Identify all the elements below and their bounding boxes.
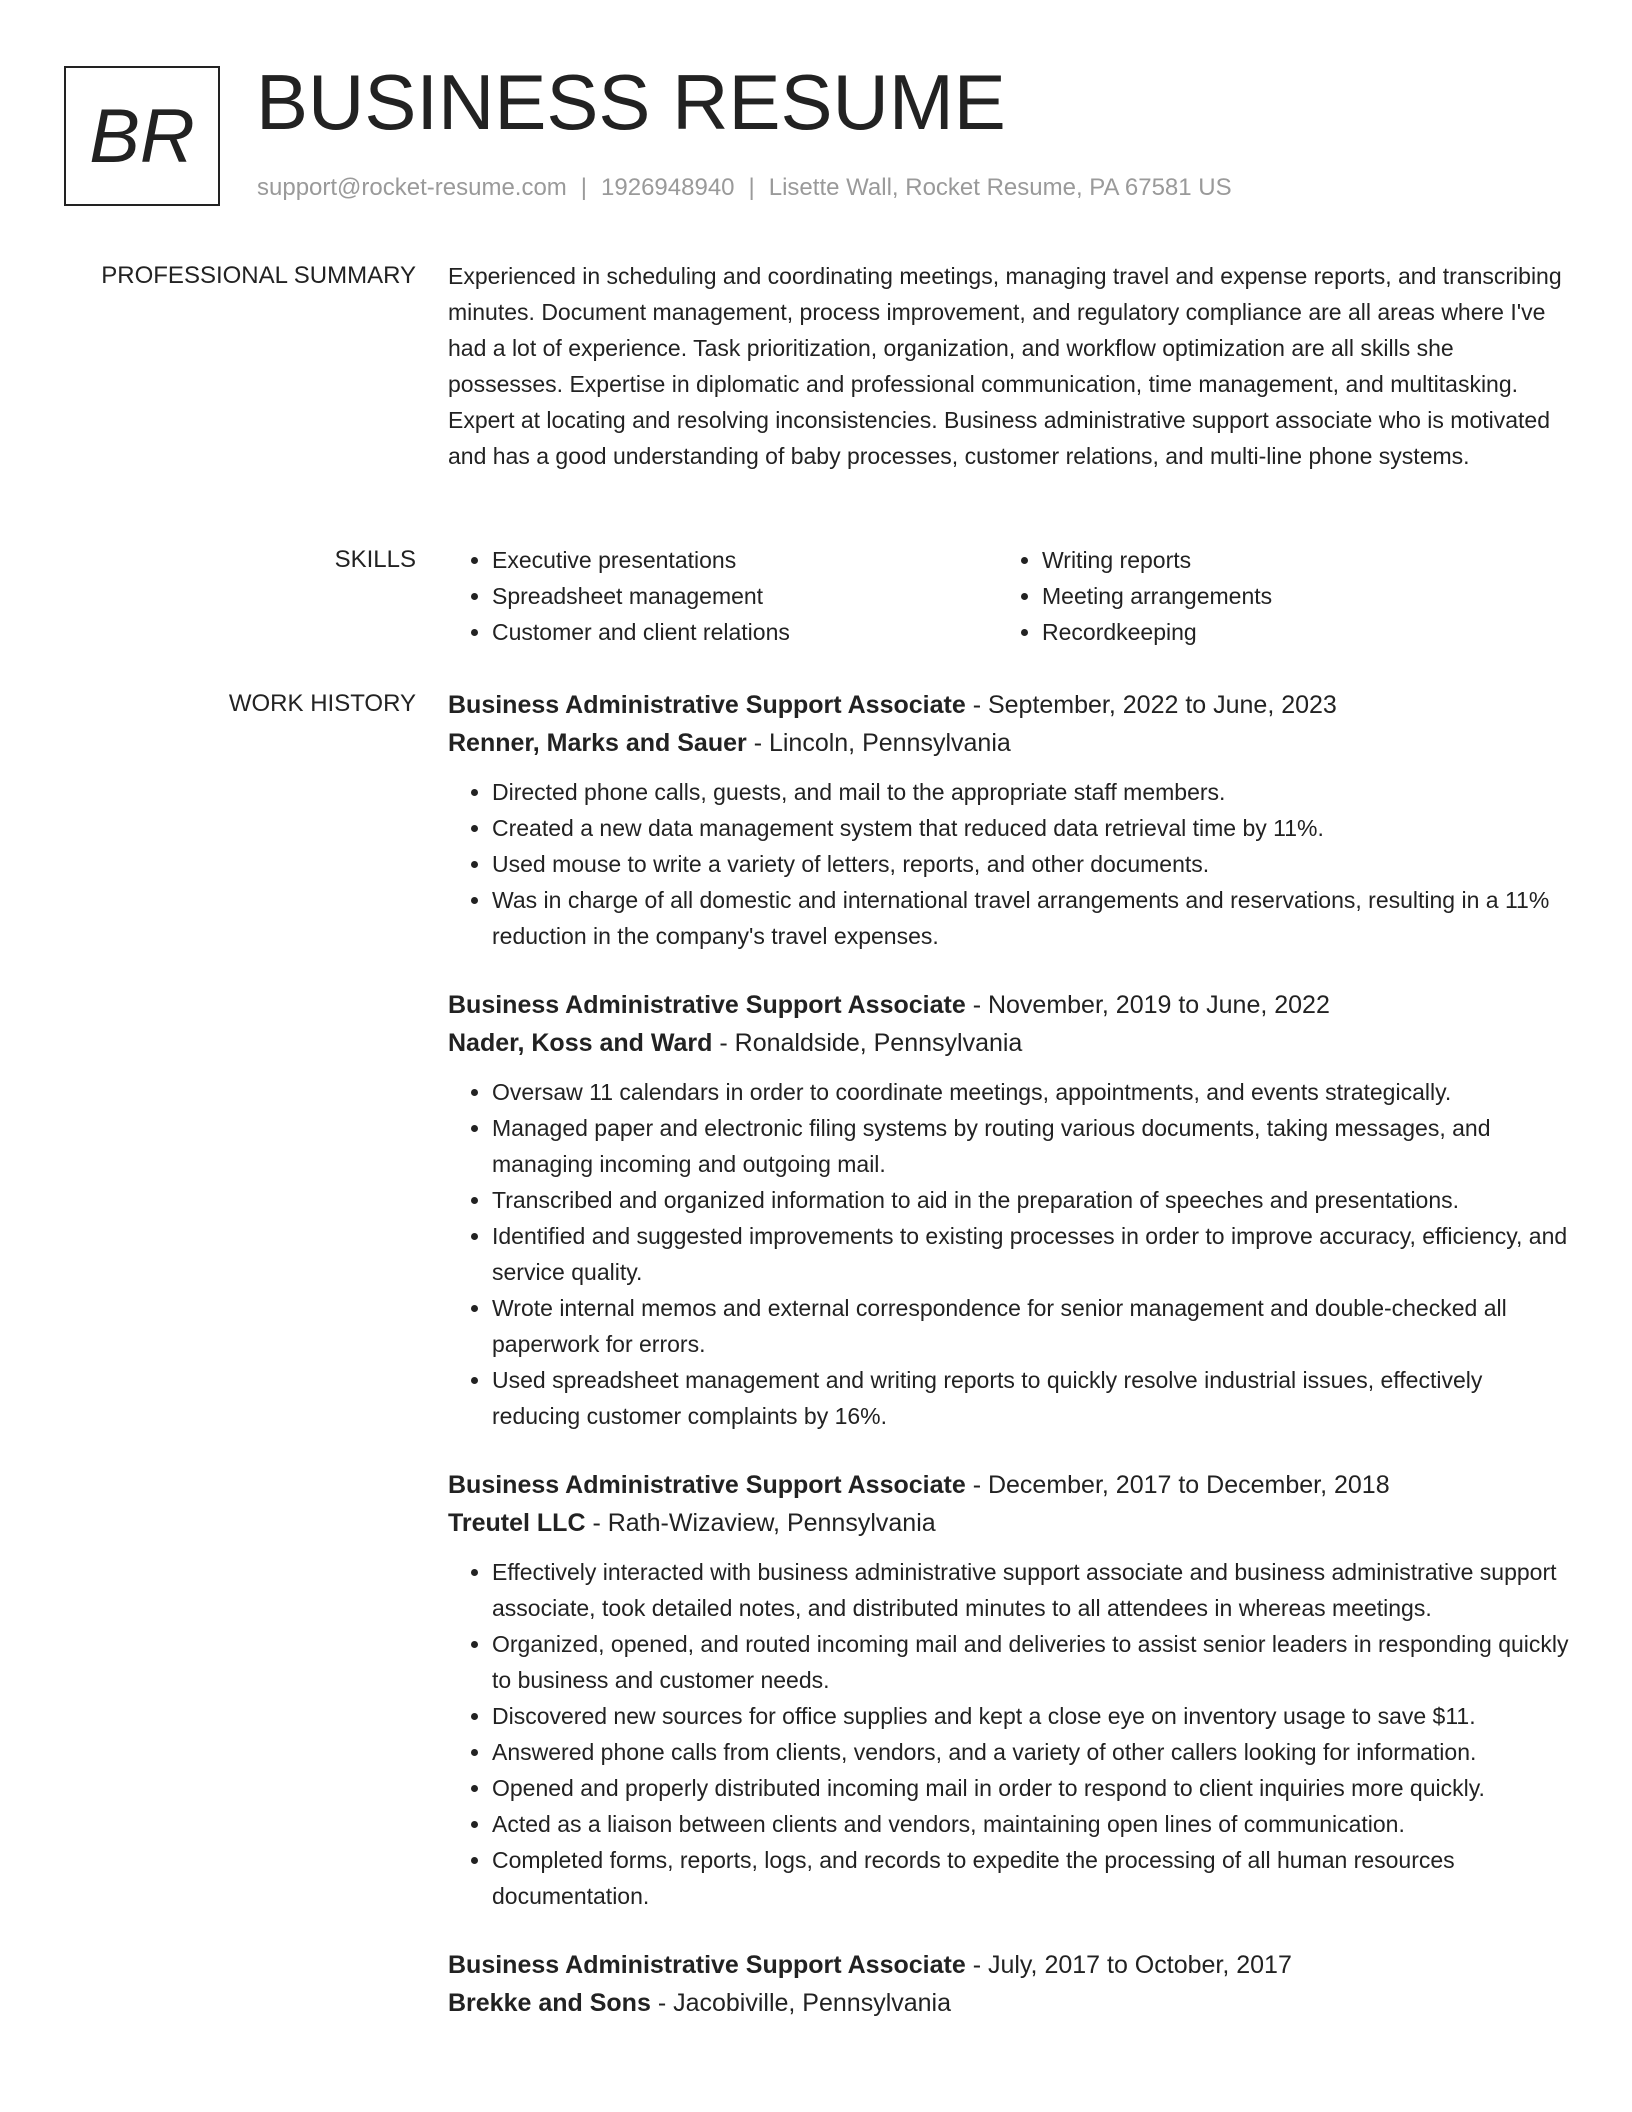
job-bullet: • Identified and suggested improvements to existing processes in order to improve accuracy, efficiency, and service quality.: [492, 1218, 1570, 1290]
job-company-line: [448, 1024, 1570, 1062]
job-bullet: • Used spreadsheet management and writing reports to quickly resolve industrial issues, effectively reducing customer complaints by 16%.: [492, 1362, 1570, 1434]
job-dates: - November, 2019 to June, 2022: [972, 991, 1330, 1019]
job-bullet: • Used mouse to write a variety of letters, reports, and other documents.: [492, 846, 1570, 882]
job-title-line: [448, 1466, 1570, 1504]
job-company: Treutel LLC: [448, 1509, 586, 1537]
monogram: BR: [64, 66, 220, 206]
skills-label: SKILLS: [334, 546, 416, 573]
skill-item: • Meeting arrangements: [1042, 578, 1548, 614]
job-title: Business Administrative Support Associate: [448, 1471, 966, 1499]
contact-email: support@rocket-resume.com: [257, 174, 567, 201]
skill-item: • Customer and client relations: [492, 614, 998, 650]
job-bullets: [448, 1074, 1570, 1434]
job-title: Business Administrative Support Associate: [448, 991, 966, 1019]
job-location: - Rath-Wizaview, Pennsylvania: [592, 1509, 936, 1537]
job-location: - Lincoln, Pennsylvania: [753, 729, 1011, 757]
job-entry: [448, 686, 1570, 954]
job-bullet: • Opened and properly distributed incoming mail in order to respond to client inquiries more quickly.: [492, 1770, 1570, 1806]
job-bullet: • Directed phone calls, guests, and mail to the appropriate staff members.: [492, 774, 1570, 810]
job-title-line: [448, 986, 1570, 1024]
job-company: Renner, Marks and Sauer: [448, 729, 747, 757]
job-bullet: • Managed paper and electronic filing systems by routing various documents, taking messages, and managing incoming and outgoing mail.: [492, 1110, 1570, 1182]
job-bullet: • Oversaw 11 calendars in order to coordinate meetings, appointments, and events strategically.: [492, 1074, 1570, 1110]
job-title-line: [448, 686, 1570, 724]
job-dates: - July, 2017 to October, 2017: [972, 1951, 1292, 1979]
job-list: [448, 686, 1570, 2054]
job-entry: [448, 1946, 1570, 2022]
skills-column-1: [448, 542, 998, 650]
job-title: Business Administrative Support Associate: [448, 1951, 966, 1979]
job-bullet: • Created a new data management system that reduced data retrieval time by 11%.: [492, 810, 1570, 846]
job-entry: [448, 986, 1570, 1434]
contact-separator: |: [580, 174, 588, 201]
job-bullet: • Discovered new sources for office supplies and kept a close eye on inventory usage to save $11.: [492, 1698, 1570, 1734]
job-location: - Ronaldside, Pennsylvania: [719, 1029, 1023, 1057]
job-company: Brekke and Sons: [448, 1989, 651, 2017]
job-company-line: [448, 1984, 1570, 2022]
skills-column-2: [998, 542, 1548, 650]
job-entry: [448, 1466, 1570, 1914]
job-bullet: • Transcribed and organized information to aid in the preparation of speeches and presentations.: [492, 1182, 1570, 1218]
skill-item: • Recordkeeping: [1042, 614, 1548, 650]
resume-title: BUSINESS RESUME: [256, 58, 1006, 146]
contact-separator: |: [748, 174, 755, 201]
skill-item: • Executive presentations: [492, 542, 998, 578]
skill-item: • Spreadsheet management: [492, 578, 998, 614]
job-title-line: [448, 1946, 1570, 1984]
job-company-line: [448, 1504, 1570, 1542]
job-bullet: • Completed forms, reports, logs, and records to expedite the processing of all human resources documentation.: [492, 1842, 1570, 1914]
contact-address: Lisette Wall, Rocket Resume, PA 67581 US: [768, 174, 1232, 201]
skill-item: • Writing reports: [1042, 542, 1548, 578]
job-bullet: • Wrote internal memos and external correspondence for senior management and double-checked all paperwork for errors.: [492, 1290, 1570, 1362]
job-dates: - December, 2017 to December, 2018: [972, 1471, 1390, 1499]
job-title: Business Administrative Support Associate: [448, 691, 966, 719]
work-history-label: WORK HISTORY: [228, 690, 416, 717]
job-company: Nader, Koss and Ward: [448, 1029, 713, 1057]
summary-text: Experienced in scheduling and coordinating meetings, managing travel and expense reports, and transcribing minutes. Document management, process improvement, and regulatory compliance are all areas where I've had a lot of experience. Task prioritization, organization, and workflow optimization are all skills she possesses. Expertise in diplomatic and professional communication, time management, and multitasking. Expert at locating and resolving inconsistencies. Business administrative support associate who is motivated and has a good understanding of baby processes, customer relations, and multi-line phone systems.: [448, 263, 1562, 469]
job-bullet: • Organized, opened, and routed incoming mail and deliveries to assist senior leaders in responding quickly to business and customer needs.: [492, 1626, 1570, 1698]
job-bullets: [448, 1554, 1570, 1914]
job-bullets: [448, 774, 1570, 954]
summary-label: PROFESSIONAL SUMMARY: [101, 262, 416, 289]
job-bullet: • Answered phone calls from clients, vendors, and a variety of other callers looking for information.: [492, 1734, 1570, 1770]
job-dates: - September, 2022 to June, 2023: [972, 691, 1337, 719]
contact-phone: 1926948940: [601, 174, 735, 201]
job-company-line: [448, 724, 1570, 762]
job-bullet: • Acted as a liaison between clients and vendors, maintaining open lines of communication.: [492, 1806, 1570, 1842]
job-bullet: • Effectively interacted with business administrative support associate and business administrative support associate, took detailed notes, and distributed minutes to all attendees in whereas meetings.: [492, 1554, 1570, 1626]
job-location: - Jacobiville, Pennsylvania: [657, 1989, 952, 2017]
job-bullet: • Was in charge of all domestic and international travel arrangements and reservations, resulting in a 11% reduction in the company's travel expenses.: [492, 882, 1570, 954]
contact-line: [257, 174, 1232, 202]
